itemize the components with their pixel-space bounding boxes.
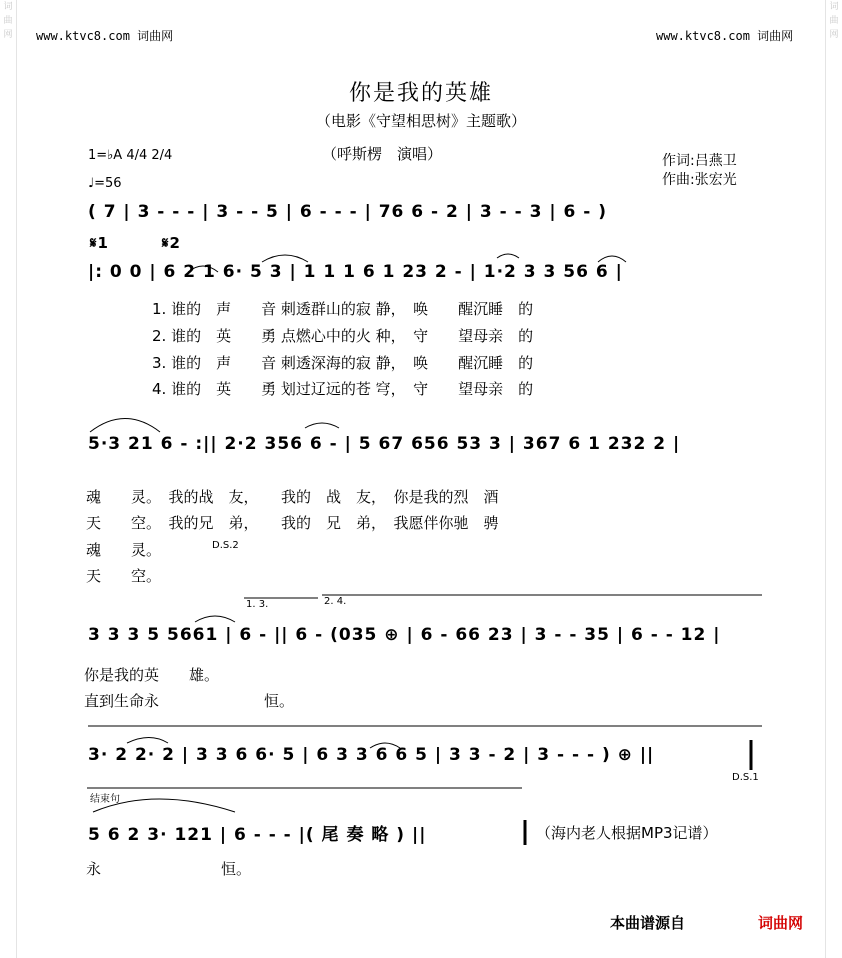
key: 1=♭A [88,148,123,163]
tempo: ♩=56 [88,176,122,191]
score-line-chorus-end: 3 3 3 5 5661 | 6 - || 6 - (035 ⊕ | 6 - 66 23 | 3 - - 35 | 6 - - 12 | [88,625,721,645]
verse-2-lyrics: 2. 谁的 英 勇 点燃心中的火 种， 守 望母亲 的 [152,327,534,345]
chorus-lyrics-2: 天 空。 我的兄 弟， 我的 兄 弟， 我愿伴你驰 骋 [86,514,499,532]
verse-1-lyrics: 1. 谁的 声 音 刺透群山的寂 静， 唤 醒沉睡 的 [152,300,534,318]
song-title: 你是我的英雄 [348,81,493,106]
time-signature-1: 4/4 [126,148,148,163]
ds2-marking: D.S.2 [212,540,239,551]
url-text[interactable]: www.ktvc8.com [656,29,750,43]
watermark-char: 曲 [3,16,13,26]
ending-2-label: 2. 4. [324,596,347,607]
ending-phrase-label: 结束句 [90,794,120,805]
score-line-intro: ( 7 | 3 - - - | 3 - - 5 | 6 - - - | 76 6 - 2 | 3 - - 3 | 6 - ) [88,202,607,222]
segno-1: 𝄋1 [90,234,109,252]
watermark-char: 网 [3,30,13,40]
ds1-marking: D.S.1 [732,772,759,783]
song-subtitle: （电影《守望相思树》主题歌） [315,112,526,130]
composer: 作曲:张宏光 [662,172,737,188]
chorus-lyrics-3: 魂 灵。 [86,541,162,559]
chorus-end-lyrics-2: 直到生命永 恒。 [84,692,295,710]
watermark-char: 网 [829,30,839,40]
url-text[interactable]: www.ktvc8.com [36,29,130,43]
site-name: 词曲网 [137,29,174,43]
verse-3-lyrics: 3. 谁的 声 音 刺透深海的寂 静， 唤 醒沉睡 的 [152,354,534,372]
score-line-interlude: 3· 2 2· 2 | 3 3 6 6· 5 | 6 3 3 6 6 5 | 3 3 - 2 | 3 - - - ) ⊕ || [88,745,655,765]
time-signature-2: 2/4 [151,148,173,163]
transcription-note: （海内老人根据MP3记谱） [536,824,718,842]
verse-4-lyrics: 4. 谁的 英 勇 划过辽远的苍 穹， 守 望母亲 的 [152,380,534,398]
footer-brand-link[interactable]: 词曲网 [758,914,804,932]
score-line-final: 5 6 2 3· 121 | 6 - - - |( 尾 奏 略 ) || [88,825,427,845]
watermark-char: 曲 [829,16,839,26]
chorus-end-lyrics-1: 你是我的英 雄。 [84,666,220,684]
ending-1-label: 1. 3. [246,599,269,610]
final-lyrics: 永 恒。 [86,860,252,878]
watermark-char: 词 [3,2,13,12]
chorus-lyrics-1: 魂 灵。 我的战 友， 我的 战 友， 你是我的烈 酒 [86,488,499,506]
footer-source-label: 本曲谱源自 [610,914,686,932]
performers: （呼斯楞 演唱） [322,145,443,163]
score-line-chorus-start: 5·3 21 6 - :|| 2·2 356 6 - | 5 67 656 53 3 | 367 6 1 232 2 | [88,434,681,454]
site-name: 词曲网 [757,29,794,43]
watermark-char: 词 [829,2,839,12]
segno-2: 𝄋2 [162,234,181,252]
chorus-lyrics-4: 天 空。 [86,567,162,585]
score-line-verse: |: 0 0 | 6 2 1 6· 5 3 | 1 1 1 6 1 23 2 - | 1·2 3 3 56 6 | [88,262,623,282]
lyricist: 作词:吕燕卫 [662,153,737,169]
